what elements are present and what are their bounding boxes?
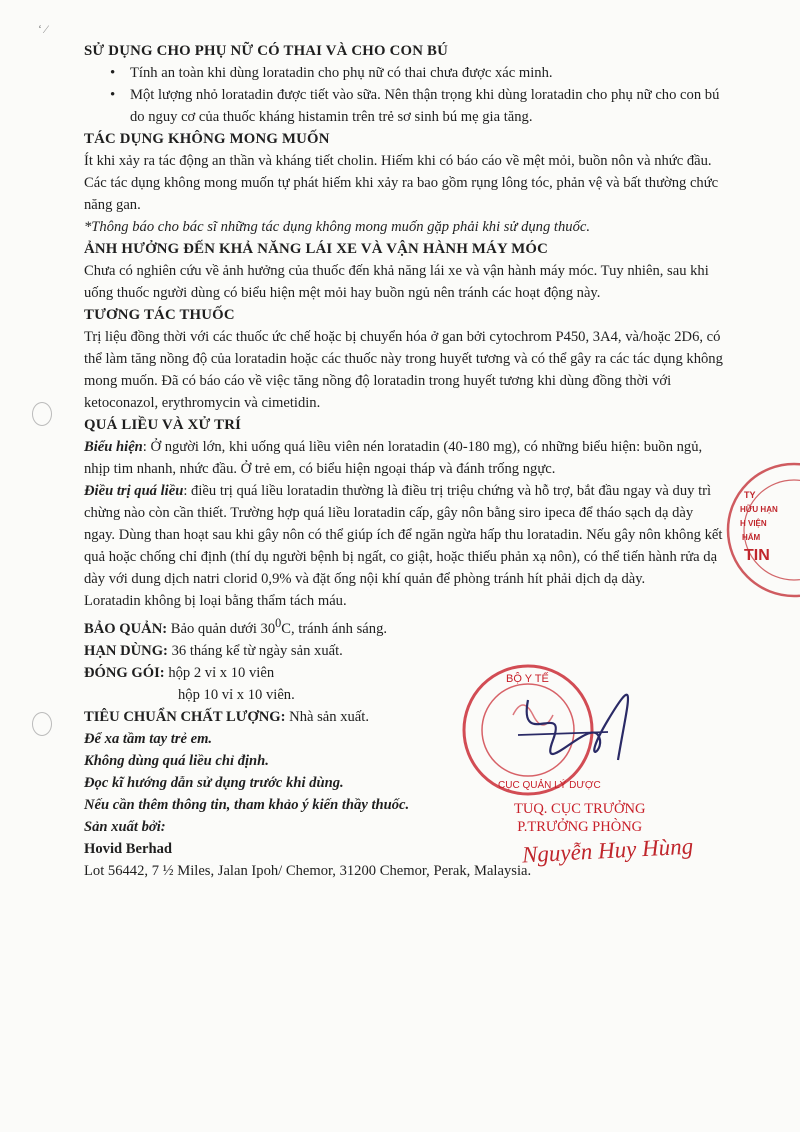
manufacturer-name: Hovid Berhad [84,840,172,857]
company-stamp [714,460,800,600]
side-effects-note: *Thông báo cho bác sĩ những tác dụng không mong muốn gặp phải khi sử dụng thuốc. [84,219,590,235]
expiry-line [84,640,724,662]
signer-title-1: TUQ. CỤC TRƯỞNG [514,801,646,817]
punch-hole-icon [32,402,52,426]
warning-line: Không dùng quá liều chỉ định. [84,752,269,769]
manufacturer-label: Sản xuất bởi: [84,818,166,835]
symptoms-label: Biểu hiện [84,439,143,455]
section-title-pregnancy: SỬ DỤNG CHO PHỤ NỮ CÓ THAI VÀ CHO CON BÚ [84,43,448,59]
warning-line: Để xa tầm tay trẻ em. [84,730,213,747]
corner-mark: ‘ ⁄ [38,22,47,36]
punch-hole-icon [32,712,52,736]
interactions-text: Trị liệu đồng thời với các thuốc ức chế hoặc bị chuyển hóa ở gan bởi cytochrom P450, 3A4, và/hoặc 2D6, có thể làm tăng nồng độ của loratadin hoặc các thuốc này trong huyết tương và có thể gây ra các tác dụng không mong muốn. Đã có báo cáo về việc tăng nồng độ loratadin trong huyết tương khi dùng đồng thời với ketoconazol, erythromycin và cimetidin. [84,329,723,411]
quality-text: Nhà sản xuất. [285,708,369,725]
expiry-text: 36 tháng kể từ ngày sản xuất. [167,642,343,659]
svg-text:TIN: TIN [744,547,770,564]
packing-label: ĐÓNG GÓI: [84,664,165,681]
packing-line-1: hộp 2 vỉ x 10 viên [164,664,275,681]
symptoms-text: : Ở người lớn, khi uống quá liều viên nén loratadin (40-180 mg), có những biểu hiện: buồn ngủ, nhịp tim nhanh, nhức đầu. Ở trẻ em, có biểu hiện ngoại tháp và đánh trống ngực. [84,439,703,477]
treatment-text: : điều trị quá liều loratadin thường là điều trị triệu chứng và hỗ trợ, bắt đầu ngay và duy trì chừng nào còn cần thiết. Trường hợp quá liều loratadin cấp, gây nôn bằng siro ipeca để tháo sạch dạ dày ngay. Dùng than hoạt sau khi gây nôn có thể giúp ích để ngăn ngừa hấp thu loratadin. Nếu gây nôn không kết quả hoặc chống chỉ định (thí dụ người bệnh bị ngất, co giật, hoặc thiếu phản xạ nôn), có thể tiến hành rửa dạ dày với dung dịch natri clorid 0,9% và đặt ống nội khí quản để phòng tránh hít phải dịch dạ dày. [84,483,723,587]
svg-text:BỘ Y TẾ: BỘ Y TẾ [506,673,549,685]
section-title-driving: ẢNH HƯỞNG ĐẾN KHẢ NĂNG LÁI XE VÀ VẬN HÀNH MÁY MÓC [84,241,548,257]
dialysis-text: Loratadin không bị loại bằng thẩm tách máu. [84,593,347,609]
svg-text:TY: TY [744,490,756,500]
pregnancy-list [84,62,724,128]
overdose-symptoms [84,436,724,480]
expiry-label: HẠN DÙNG: [84,642,168,659]
section-title-overdose: QUÁ LIỀU VÀ XỬ TRÍ [84,417,242,433]
storage-line [84,612,724,640]
list-item: • Tính an toàn khi dùng loratadin cho phụ nữ có thai chưa được xác minh. [130,62,724,84]
svg-text:CỤC QUẢN LÝ DƯỢC: CỤC QUẢN LÝ DƯỢC [498,780,601,791]
packing-line-2: hộp 10 vỉ x 10 viên. [178,686,295,703]
signature-block [514,800,645,836]
storage-text: Bảo quản dưới 30 [167,620,276,637]
overdose-treatment [84,480,724,590]
storage-degree: 0 [275,616,282,630]
company-stamp-icon [714,460,800,600]
section-title-interactions: TƯƠNG TÁC THUỐC [84,307,235,323]
manufacturer-address: Lot 56442, 7 ½ Miles, Jalan Ipoh/ Chemor, 31200 Chemor, Perak, Malaysia. [84,862,532,879]
warning-line: Đọc kĩ hướng dẫn sử dụng trước khi dùng. [84,774,344,791]
section-title-side-effects: TÁC DỤNG KHÔNG MONG MUỐN [84,131,330,147]
driving-text: Chưa có nghiên cứu về ảnh hưởng của thuốc đến khả năng lái xe và vận hành máy móc. Tuy nhiên, sau khi uống thuốc người dùng có biểu hiện mệt mỏi hay buồn ngủ nên tránh các hoạt động này. [84,263,709,301]
signer-title-2: P.TRƯỞNG PHÒNG [517,819,643,835]
storage-label: BẢO QUẢN: [84,620,168,637]
quality-label: TIÊU CHUẨN CHẤT LƯỢNG: [84,708,286,725]
svg-text:HỮU HẠN: HỮU HẠN [740,505,778,514]
list-item: • Một lượng nhỏ loratadin được tiết vào sữa. Nên thận trọng khi dùng loratadin cho phụ nữ cho con bú do nguy cơ của thuốc kháng histamin trên trẻ sơ sinh bú mẹ gia tăng. [130,84,724,128]
storage-text-2: C, tránh ánh sáng. [281,620,388,637]
treatment-label: Điều trị quá liều [84,483,184,499]
svg-text:HẨM: HẨM [742,533,761,542]
signer-name: Nguyễn Huy Hùng [521,833,694,868]
side-effects-text: Ít khi xảy ra tác động an thần và kháng tiết cholin. Hiếm khi có báo cáo về mệt mỏi, buồn nôn và nhức đầu. Các tác dụng không mong muốn tự phát hiếm khi xảy ra bao gồm rụng lông tóc, phản vệ và bất thường chức năng gan. [84,153,719,213]
svg-text:H VIỆN: H VIỆN [740,519,767,528]
warning-line: Nếu cần thêm thông tin, tham khảo ý kiến thầy thuốc. [84,796,410,813]
seal-icon [458,660,708,800]
